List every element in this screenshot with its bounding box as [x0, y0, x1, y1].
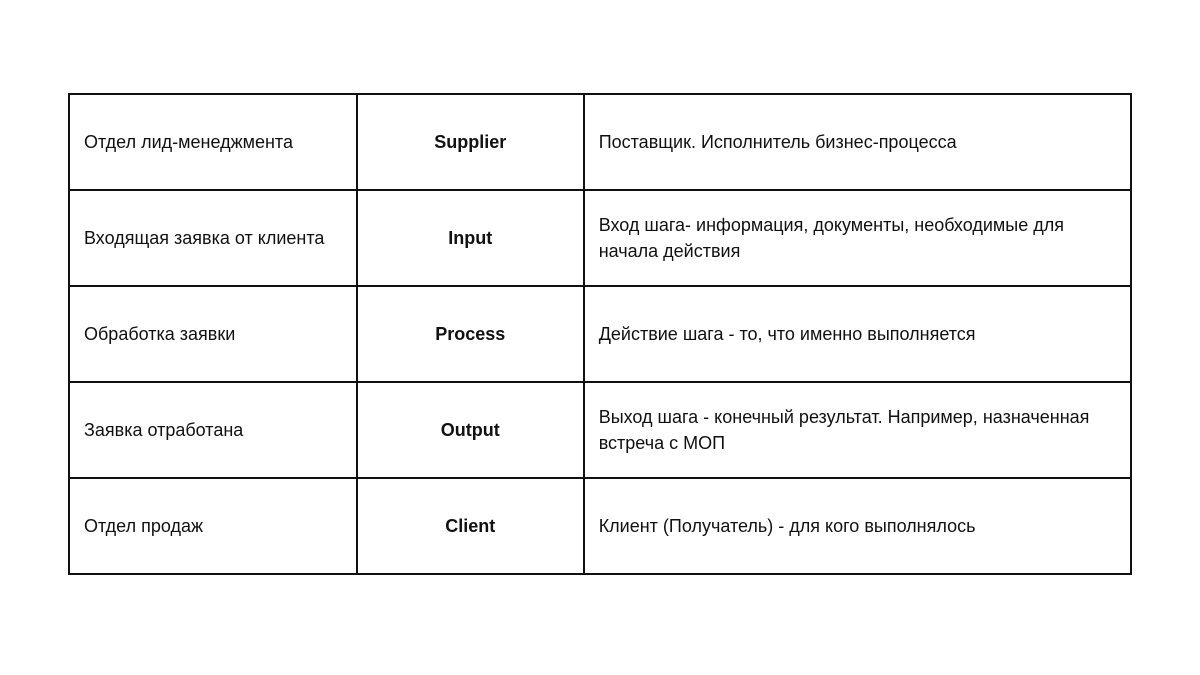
stage-cell — [69, 382, 357, 478]
description-text: Поставщик. Исполнитель бизнес-процесса — [598, 132, 957, 152]
sipoc-table — [68, 93, 1132, 575]
description-cell — [584, 190, 1131, 286]
stage-text: Входящая заявка от клиента — [84, 228, 325, 248]
term-cell — [357, 286, 584, 382]
term-text: Client — [445, 516, 496, 536]
description-cell — [584, 382, 1131, 478]
stage-cell — [69, 478, 357, 574]
description-text: Вход шага- информация, документы, необходимые для начала действия — [598, 215, 1064, 261]
description-cell — [584, 286, 1131, 382]
table-row-supplier — [69, 94, 1131, 190]
term-text: Supplier — [434, 132, 507, 152]
stage-cell — [69, 94, 357, 190]
term-cell — [357, 382, 584, 478]
term-cell — [357, 190, 584, 286]
stage-text: Заявка отработана — [84, 420, 244, 440]
term-text: Input — [448, 228, 493, 248]
term-text: Output — [440, 420, 500, 440]
description-text: Клиент (Получатель) - для кого выполнялось — [598, 516, 976, 536]
description-cell — [584, 94, 1131, 190]
description-cell — [584, 478, 1131, 574]
term-cell — [357, 478, 584, 574]
term-text: Process — [435, 324, 506, 344]
description-text: Действие шага - то, что именно выполняется — [598, 324, 976, 344]
description-text: Выход шага - конечный результат. Например, назначенная встреча с МОП — [598, 407, 1090, 453]
stage-text: Отдел продаж — [84, 516, 203, 536]
table-row-output — [69, 382, 1131, 478]
table-row-input — [69, 190, 1131, 286]
term-cell — [357, 94, 584, 190]
table-row-process — [69, 286, 1131, 382]
stage-cell — [69, 286, 357, 382]
stage-cell — [69, 190, 357, 286]
table-row-client — [69, 478, 1131, 574]
stage-text: Обработка заявки — [84, 324, 236, 344]
stage-text: Отдел лид-менеджмента — [84, 132, 293, 152]
